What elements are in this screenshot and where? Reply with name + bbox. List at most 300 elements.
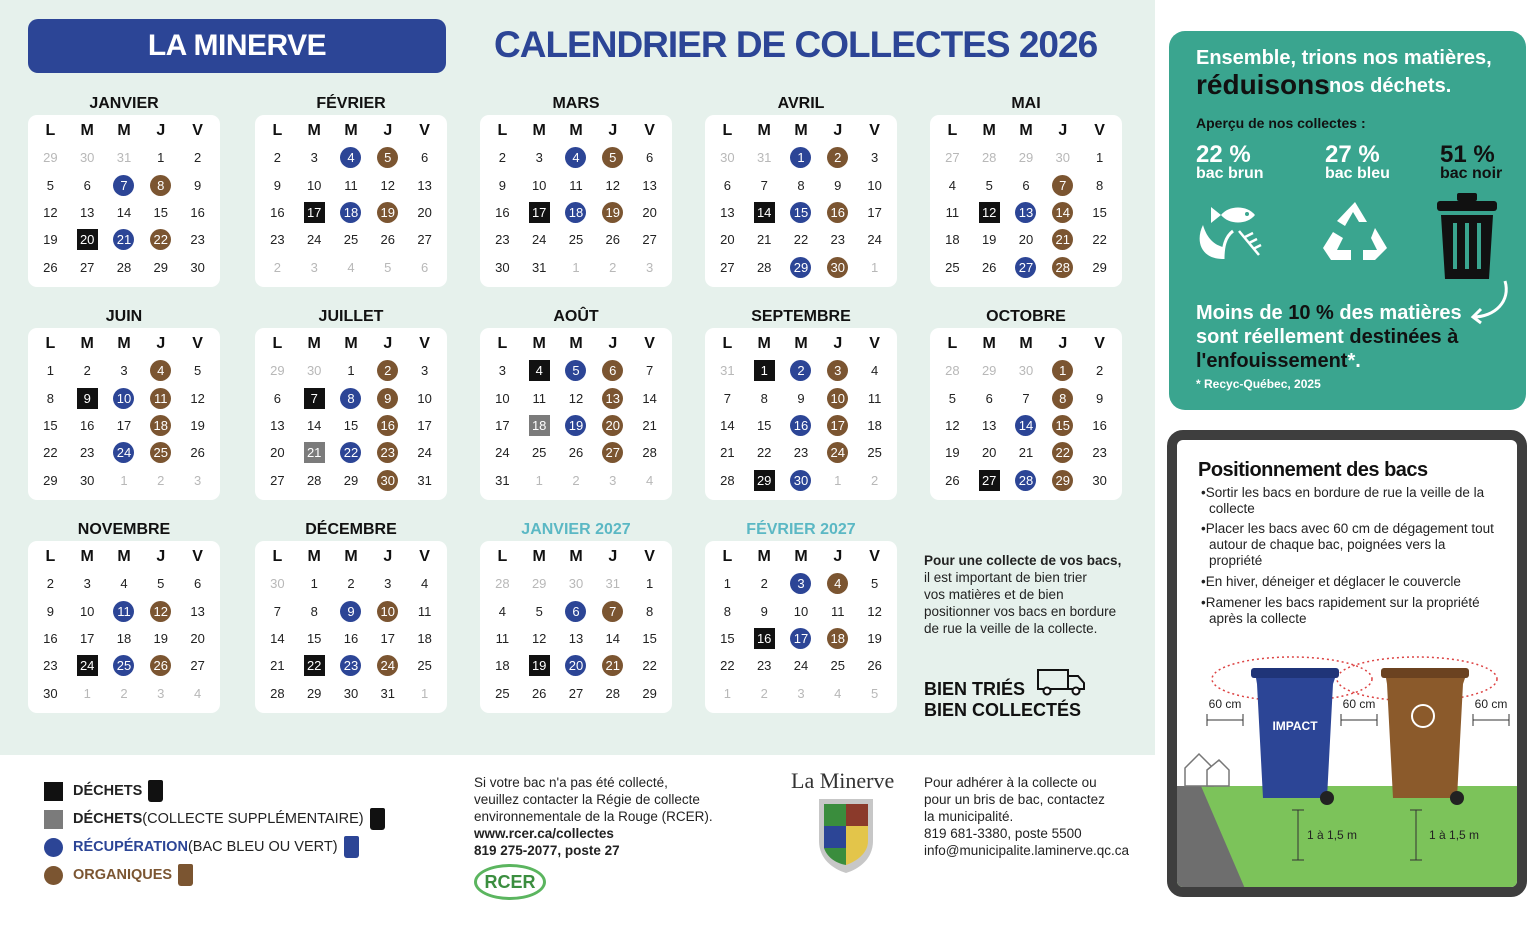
week-row (32, 171, 216, 198)
day-cell: 14 (306, 417, 322, 433)
day-cell: 3 (535, 150, 543, 166)
weekday-label: M (344, 122, 358, 139)
day-cell: 6 (645, 150, 654, 166)
garbage-day: 29 (746, 467, 783, 494)
day-cell: 16 (79, 417, 95, 433)
municipality-logo-text: La Minerve (791, 768, 895, 793)
day-cell: 9 (193, 177, 202, 193)
day-cell: 25 (343, 232, 359, 248)
day-cell: 26 (190, 445, 205, 461)
extra-garbage-day: 21 (296, 439, 333, 466)
day-cell: 19 (945, 445, 960, 461)
weekday-label: M (532, 548, 546, 565)
recycling-day: 1 (783, 144, 820, 171)
day-cell: 23 (43, 658, 58, 674)
day-cell: 1 (46, 363, 54, 379)
organics-day: 7 (1044, 171, 1081, 198)
day-cell: 2 (347, 576, 355, 592)
organics-day: 13 (594, 384, 631, 411)
garbage-day: 7 (296, 384, 333, 411)
weekday-label: M (80, 335, 94, 352)
positioning-item: • En hiver, déneiger et déglacer le couvercle (1199, 574, 1499, 590)
day-cell: 19 (153, 630, 169, 646)
garbage-day: 17 (521, 199, 558, 226)
organics-day: 16 (819, 199, 856, 226)
promo-text-b: des matières sont réellement (1196, 302, 1462, 348)
month-calendar (28, 519, 220, 713)
weekday-label: V (644, 122, 655, 139)
day-cell: 8 (723, 603, 731, 619)
other-month-day: 2 (572, 472, 580, 488)
weekday-label: J (833, 122, 843, 139)
slogan-line-2: BIEN COLLECTÉS (924, 700, 1082, 720)
bin-positioning-box (1167, 430, 1527, 897)
stat-label: bac brun (1196, 165, 1264, 182)
day-cell: 11 (569, 177, 583, 193)
day-cell: 25 (830, 658, 846, 674)
week-row (709, 171, 893, 198)
day-cell: 28 (116, 259, 132, 275)
month-name: FÉVRIER 2027 (746, 521, 856, 538)
weekday-header (32, 544, 216, 570)
other-month-day: 5 (384, 259, 392, 275)
other-month-day: 3 (310, 259, 318, 275)
recycling-day: 11 (106, 597, 143, 624)
week-row (259, 467, 443, 494)
week-row (709, 357, 893, 384)
day-cell: 25 (867, 445, 882, 461)
black-bin-icon (370, 808, 385, 830)
other-month-day: 2 (120, 685, 128, 701)
week-row (32, 357, 216, 384)
promo-text-bold: destinées à l'enfouissement (1196, 326, 1459, 372)
day-cell: 25 (945, 259, 960, 275)
day-cell: 21 (720, 445, 735, 461)
weekday-label: J (608, 122, 618, 139)
day-cell: 9 (1095, 390, 1104, 406)
promo-heading-bold: réduisons (1196, 69, 1330, 100)
week-row (709, 467, 893, 494)
other-month-day: 30 (306, 363, 322, 379)
month-name: AVRIL (777, 95, 825, 112)
legend-brown-circle (44, 866, 63, 885)
organics-day: 16 (369, 412, 406, 439)
day-cell: 26 (605, 232, 621, 248)
organics-day: 14 (1044, 199, 1081, 226)
organics-day: 22 (142, 226, 179, 253)
day-cell: 28 (306, 472, 322, 488)
month-calendar (930, 93, 1122, 287)
day-cell: 8 (46, 390, 54, 406)
stat-percent: 51 % (1440, 141, 1495, 168)
garbage-day: 17 (296, 199, 333, 226)
legend-organics (44, 864, 193, 886)
day-cell: 9 (834, 177, 842, 193)
week-row (259, 199, 443, 226)
month-grid (480, 328, 672, 500)
day-cell: 29 (343, 472, 359, 488)
day-cell: 14 (642, 390, 657, 406)
weekday-label: L (45, 548, 56, 565)
day-cell: 5 (535, 603, 543, 619)
day-cell: 5 (870, 576, 879, 592)
week-row (934, 357, 1118, 384)
weekday-label: L (947, 335, 958, 352)
week-row (32, 570, 216, 597)
day-cell: 31 (531, 259, 547, 275)
day-cell: 20 (981, 445, 997, 461)
day-cell: 13 (981, 417, 997, 433)
weekday-label: M (569, 548, 583, 565)
week-row (484, 226, 668, 253)
legend-black-square (44, 782, 63, 801)
other-month-day: 30 (1055, 150, 1071, 166)
organics-day: 30 (369, 467, 406, 494)
day-cell: 24 (531, 232, 547, 248)
promo-message (1196, 301, 1506, 373)
day-cell: 5 (985, 177, 993, 193)
day-cell: 30 (43, 685, 58, 701)
weekday-label: M (117, 548, 131, 565)
week-row (32, 144, 216, 171)
week-row (259, 625, 443, 652)
month-grid (930, 115, 1122, 287)
other-month-day: 2 (870, 472, 879, 488)
organics-day: 19 (594, 199, 631, 226)
month-name: MARS (552, 95, 600, 112)
day-cell: 3 (420, 363, 429, 379)
month-calendar (705, 93, 897, 287)
clearance-label: 60 cm (1342, 697, 1376, 711)
positioning-list (1199, 485, 1499, 629)
weekday-label: J (383, 335, 393, 352)
month-name: NOVEMBRE (77, 521, 171, 538)
week-row (32, 384, 216, 411)
weekday-label: L (722, 548, 733, 565)
day-cell: 5 (193, 363, 202, 379)
page-title: CALENDRIER DE COLLECTES 2026 (494, 24, 1098, 65)
day-cell: 23 (1092, 445, 1107, 461)
promo-subtitle: Aperçu de nos collectes : (1196, 115, 1366, 131)
day-cell: 6 (193, 576, 202, 592)
month-name: JANVIER 2027 (521, 521, 631, 538)
organics-day: 15 (1044, 412, 1081, 439)
day-cell: 9 (797, 390, 805, 406)
week-row (259, 597, 443, 624)
garbage-day: 19 (521, 652, 558, 679)
weekday-label: M (117, 335, 131, 352)
recycling-day: 23 (333, 652, 370, 679)
recycling-day: 6 (558, 597, 595, 624)
weekday-label: V (192, 548, 203, 565)
week-row (259, 357, 443, 384)
weekday-label: J (608, 548, 618, 565)
other-month-day: 1 (535, 472, 543, 488)
rcer-logo: RCER (474, 864, 546, 900)
day-cell: 8 (645, 603, 654, 619)
month-name: SEPTEMBRE (751, 308, 851, 325)
organics-day: 25 (142, 439, 179, 466)
other-month-day: 30 (720, 150, 735, 166)
day-cell: 7 (760, 177, 768, 193)
week-row (32, 625, 216, 652)
other-month-day: 1 (83, 685, 91, 701)
day-cell: 15 (343, 417, 359, 433)
weekday-label: M (982, 335, 996, 352)
week-row (484, 625, 668, 652)
other-month-day: 1 (723, 685, 731, 701)
day-cell: 27 (270, 472, 285, 488)
other-month-day: 4 (645, 472, 654, 488)
week-row (32, 597, 216, 624)
day-cell: 29 (642, 685, 657, 701)
day-cell: 19 (981, 232, 997, 248)
day-cell: 22 (43, 445, 58, 461)
month-calendar (28, 93, 220, 287)
day-cell: 28 (756, 259, 772, 275)
recycling-day: 29 (783, 254, 820, 281)
day-cell: 4 (948, 177, 956, 193)
month-name: DÉCEMBRE (305, 521, 397, 538)
month-calendar (255, 93, 447, 287)
day-cell: 7 (645, 363, 654, 379)
day-cell: 26 (531, 685, 547, 701)
day-cell: 16 (270, 204, 285, 220)
day-cell: 8 (1095, 177, 1104, 193)
promo-heading-line1: Ensemble, trions nos matières, (1196, 47, 1492, 69)
garbage-day: 4 (521, 357, 558, 384)
day-cell: 20 (417, 204, 432, 220)
weekday-header (32, 118, 216, 144)
black-bin-icon (148, 780, 163, 802)
recycling-day: 27 (1008, 254, 1045, 281)
month-name: JUILLET (318, 308, 384, 325)
collect-note-line: de rue la veille de la collecte. (924, 621, 1098, 636)
town-contact-line: pour un bris de bac, contactez (924, 792, 1105, 807)
recycling-day: 28 (1008, 467, 1045, 494)
weekday-header (934, 331, 1118, 357)
recycling-day: 17 (783, 625, 820, 652)
day-cell: 30 (1092, 472, 1107, 488)
week-row (709, 226, 893, 253)
positioning-item: • Sortir les bacs en bordure de rue la veille de la collecte (1199, 485, 1499, 517)
day-cell: 2 (498, 150, 506, 166)
day-cell: 21 (270, 658, 285, 674)
week-row (259, 144, 443, 171)
recycling-day: 22 (333, 439, 370, 466)
weekday-label: M (80, 122, 94, 139)
organics-day: 28 (1044, 254, 1081, 281)
day-cell: 30 (343, 685, 359, 701)
day-cell: 28 (642, 445, 657, 461)
week-row (484, 384, 668, 411)
weekday-label: V (419, 335, 430, 352)
weekday-label: V (192, 335, 203, 352)
stat-brown-bin (1196, 141, 1264, 183)
day-cell: 24 (793, 658, 809, 674)
organics-day: 10 (819, 384, 856, 411)
organics-day: 24 (819, 439, 856, 466)
day-cell: 18 (495, 658, 510, 674)
month-grid (28, 541, 220, 713)
day-cell: 17 (380, 630, 396, 646)
week-row (709, 439, 893, 466)
stat-percent: 22 % (1196, 141, 1251, 168)
day-cell: 14 (116, 204, 132, 220)
day-cell: 11 (945, 204, 960, 220)
day-cell: 12 (605, 177, 621, 193)
day-cell: 2 (83, 363, 91, 379)
day-cell: 12 (568, 390, 584, 406)
day-cell: 20 (270, 445, 285, 461)
day-cell: 6 (420, 150, 429, 166)
weekday-label: J (156, 122, 166, 139)
day-cell: 26 (867, 658, 882, 674)
month-name: FÉVRIER (316, 95, 386, 112)
week-row (484, 199, 668, 226)
weekday-label: M (344, 548, 358, 565)
month-calendar (480, 306, 672, 500)
week-row (484, 357, 668, 384)
day-cell: 12 (43, 204, 58, 220)
month-calendar (930, 306, 1122, 500)
recycling-day: 16 (783, 412, 820, 439)
rcer-url[interactable]: www.rcer.ca/collectes (474, 826, 614, 841)
organics-day: 4 (142, 357, 179, 384)
month-name: JANVIER (89, 95, 159, 112)
weekday-header (709, 331, 893, 357)
week-row (934, 439, 1118, 466)
other-month-day: 3 (797, 685, 805, 701)
weekday-label: M (80, 548, 94, 565)
day-cell: 11 (867, 390, 882, 406)
recycling-day: 3 (783, 570, 820, 597)
month-name: AOÛT (553, 308, 599, 325)
day-cell: 24 (417, 445, 432, 461)
bin-placement-illustration (1177, 648, 1517, 897)
weekday-label: J (156, 548, 166, 565)
day-cell: 30 (190, 259, 205, 275)
organics-day: 24 (369, 652, 406, 679)
recycling-day: 4 (558, 144, 595, 171)
month-calendar (705, 519, 897, 713)
organics-day: 20 (594, 412, 631, 439)
week-row (32, 412, 216, 439)
recycling-day: 13 (1008, 199, 1045, 226)
weekday-label: M (794, 548, 808, 565)
recycling-day: 18 (333, 199, 370, 226)
week-row (484, 597, 668, 624)
weekday-label: M (794, 122, 808, 139)
legend-suffix: (BAC BLEU OU VERT) (187, 839, 338, 855)
day-cell: 16 (1092, 417, 1107, 433)
organics-day: 10 (369, 597, 406, 624)
organics-day: 8 (142, 171, 179, 198)
day-cell: 25 (531, 445, 547, 461)
day-cell: 9 (760, 603, 768, 619)
week-row (32, 199, 216, 226)
day-cell: 16 (343, 630, 359, 646)
week-row (32, 439, 216, 466)
week-row (259, 384, 443, 411)
month-grid (480, 115, 672, 287)
day-cell: 3 (384, 576, 392, 592)
weekday-header (259, 118, 443, 144)
other-month-day: 29 (270, 363, 285, 379)
day-cell: 12 (190, 390, 205, 406)
day-cell: 22 (793, 232, 809, 248)
town-email[interactable]: info@municipalite.laminerve.qc.ca (924, 843, 1130, 858)
weekday-label: V (869, 548, 880, 565)
day-cell: 27 (190, 658, 205, 674)
organics-day: 27 (594, 439, 631, 466)
organics-day: 7 (594, 597, 631, 624)
week-row (934, 412, 1118, 439)
weekday-label: L (45, 122, 56, 139)
rcer-contact (474, 774, 713, 859)
day-cell: 5 (948, 390, 956, 406)
promo-heading-rest: nos déchets. (1329, 75, 1452, 97)
garbage-day: 20 (69, 226, 106, 253)
other-month-day: 1 (120, 472, 128, 488)
stat-label: bac bleu (1325, 165, 1390, 182)
day-cell: 31 (380, 685, 396, 701)
day-cell: 15 (756, 417, 772, 433)
organics-day: 8 (1044, 384, 1081, 411)
day-cell: 29 (1092, 259, 1107, 275)
day-cell: 10 (306, 177, 322, 193)
legend-recycling (44, 836, 359, 858)
town-contact (924, 774, 1129, 859)
collect-note-line: positionner vos bacs en bordure (924, 604, 1117, 619)
week-row (934, 254, 1118, 281)
week-row (259, 412, 443, 439)
day-cell: 2 (273, 150, 281, 166)
day-cell: 22 (642, 658, 657, 674)
weekday-label: V (1094, 335, 1105, 352)
other-month-day: 29 (1018, 150, 1034, 166)
day-cell: 10 (867, 177, 882, 193)
day-cell: 23 (830, 232, 846, 248)
weekday-header (259, 331, 443, 357)
organics-day: 3 (819, 357, 856, 384)
day-cell: 10 (417, 390, 432, 406)
recycling-day: 4 (333, 144, 370, 171)
day-cell: 19 (867, 630, 882, 646)
day-cell: 18 (417, 630, 432, 646)
other-month-day: 2 (157, 472, 165, 488)
other-month-day: 29 (531, 576, 547, 592)
month-calendar (255, 519, 447, 713)
promo-source: * Recyc-Québec, 2025 (1196, 377, 1321, 391)
recycling-day: 30 (783, 467, 820, 494)
day-cell: 18 (867, 417, 882, 433)
legend-suffix: (COLLECTE SUPPLÉMENTAIRE) (142, 811, 364, 827)
day-cell: 12 (380, 177, 396, 193)
organics-day: 29 (1044, 467, 1081, 494)
trash-can-icon (1435, 191, 1499, 283)
weekday-label: V (644, 335, 655, 352)
organics-day: 5 (369, 144, 406, 171)
day-cell: 9 (498, 177, 506, 193)
month-grid (255, 115, 447, 287)
weekday-label: J (833, 335, 843, 352)
day-cell: 23 (190, 232, 205, 248)
day-cell: 20 (720, 232, 735, 248)
week-row (484, 412, 668, 439)
day-cell: 23 (495, 232, 510, 248)
week-row (709, 652, 893, 679)
